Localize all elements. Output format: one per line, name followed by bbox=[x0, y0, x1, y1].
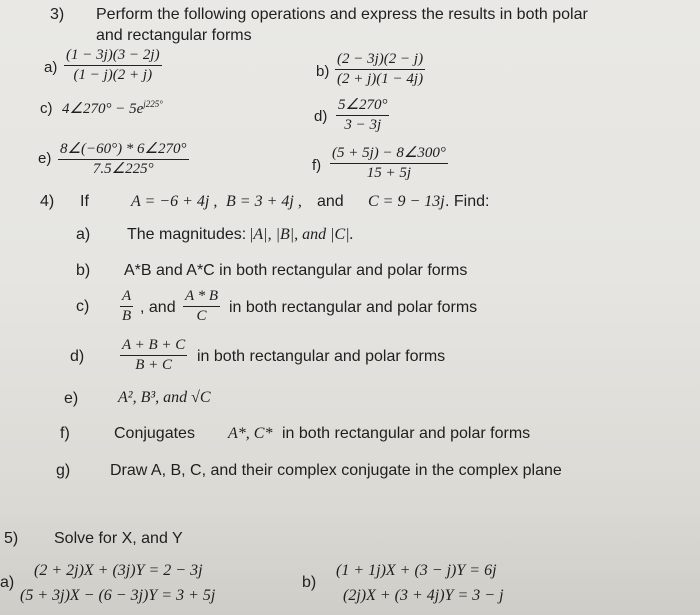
q4e-math: A², B³, and √C bbox=[118, 389, 211, 406]
q3e-denominator: 7.5∠225° bbox=[92, 161, 154, 177]
q4g-label: g) bbox=[56, 462, 71, 479]
q3f-denominator: 15 + 5j bbox=[366, 165, 412, 181]
q5-number: 5) bbox=[4, 530, 19, 547]
q4f-math: A*, C* bbox=[228, 425, 273, 442]
q4c-text: in both rectangular and polar forms bbox=[229, 299, 478, 316]
q4f-text-1: Conjugates bbox=[114, 425, 195, 442]
q3c-label: c) bbox=[40, 100, 53, 117]
q3c-exponent: j225° bbox=[143, 99, 163, 109]
q3c-expression bbox=[62, 99, 163, 118]
q3a-fraction bbox=[64, 47, 162, 84]
q3b-fraction bbox=[335, 51, 425, 88]
q5a-label: a) bbox=[0, 574, 15, 591]
q5b-equation-1: (1 + 1j)X + (3 − j)Y = 6j bbox=[336, 562, 497, 579]
q3d-label: d) bbox=[314, 108, 328, 125]
q3d-numerator: 5∠270° bbox=[336, 97, 389, 116]
q4-find: . Find: bbox=[445, 193, 490, 210]
q3a-label: a) bbox=[44, 59, 58, 76]
q4d-denominator: B + C bbox=[135, 357, 173, 373]
q3-prompt-line1: Perform the following operations and express the results in both polar bbox=[96, 6, 588, 23]
q3a-numerator: (1 − 3j)(3 − 2j) bbox=[64, 47, 162, 66]
q3e-fraction bbox=[58, 141, 189, 178]
q4d-fraction bbox=[120, 337, 187, 374]
q3c-expr: 4∠270° − 5e bbox=[62, 101, 144, 117]
q4c-and: , and bbox=[140, 299, 176, 316]
q3a-denominator: (1 − j)(2 + j) bbox=[73, 67, 153, 83]
q4e-label: e) bbox=[64, 390, 79, 407]
q4c-denominator-2: C bbox=[196, 308, 207, 324]
q3b-label: b) bbox=[316, 63, 330, 80]
q4-number: 4) bbox=[40, 193, 55, 210]
q4b-text: A*B and A*C in both rectangular and polar forms bbox=[124, 262, 468, 279]
q3b-denominator: (2 + j)(1 − 4j) bbox=[337, 71, 424, 87]
q5b-label: b) bbox=[302, 574, 317, 591]
q4d-text: in both rectangular and polar forms bbox=[197, 348, 446, 365]
q4a-text: The magnitudes: bbox=[127, 226, 247, 243]
q3e-numerator: 8∠(−60°) * 6∠270° bbox=[58, 141, 189, 160]
q4a-label: a) bbox=[76, 226, 91, 243]
q5-prompt: Solve for X, and Y bbox=[54, 530, 183, 547]
q5a-equation-2: (5 + 3j)X − (6 − 3j)Y = 3 + 5j bbox=[20, 587, 216, 604]
q4d-numerator: A + B + C bbox=[120, 337, 187, 356]
q3-number: 3) bbox=[50, 6, 65, 23]
q4c-fraction-ab-over-c bbox=[183, 288, 220, 325]
q3d-fraction bbox=[336, 97, 389, 134]
q4c-numerator-1: A bbox=[120, 288, 133, 307]
q4d-label: d) bbox=[70, 348, 85, 365]
q4f-label: f) bbox=[60, 425, 70, 442]
q3e-label: e) bbox=[38, 150, 52, 167]
q5b-equation-2: (2j)X + (3 + 4j)Y = 3 − j bbox=[343, 587, 504, 604]
q3f-fraction bbox=[330, 145, 448, 182]
q3f-label: f) bbox=[312, 157, 322, 174]
q4c-label: c) bbox=[76, 298, 90, 315]
q4-and: and bbox=[317, 193, 344, 210]
q4g-text: Draw A, B, C, and their complex conjugate in the complex plane bbox=[110, 462, 562, 479]
q4c-fraction-a-over-b bbox=[120, 288, 133, 325]
q4-a-definition: A = −6 + 4j , bbox=[131, 193, 218, 210]
q4-c-definition: C = 9 − 13j bbox=[368, 193, 445, 210]
q3f-numerator: (5 + 5j) − 8∠300° bbox=[330, 145, 448, 164]
q3d-denominator: 3 − 3j bbox=[344, 117, 382, 133]
q3b-numerator: (2 − 3j)(2 − j) bbox=[335, 51, 425, 70]
q4f-text-2: in both rectangular and polar forms bbox=[282, 425, 531, 442]
q4c-denominator-1: B bbox=[122, 308, 132, 324]
q3-prompt-line2: and rectangular forms bbox=[96, 27, 252, 44]
q4-if: If bbox=[80, 193, 89, 210]
q4c-numerator-2: A * B bbox=[183, 288, 220, 307]
q5a-equation-1: (2 + 2j)X + (3j)Y = 2 − 3j bbox=[34, 562, 203, 579]
q4a-math: |A|, |B|, and |C|. bbox=[249, 226, 354, 243]
q4-b-definition: B = 3 + 4j , bbox=[226, 193, 302, 210]
q4b-label: b) bbox=[76, 262, 91, 279]
